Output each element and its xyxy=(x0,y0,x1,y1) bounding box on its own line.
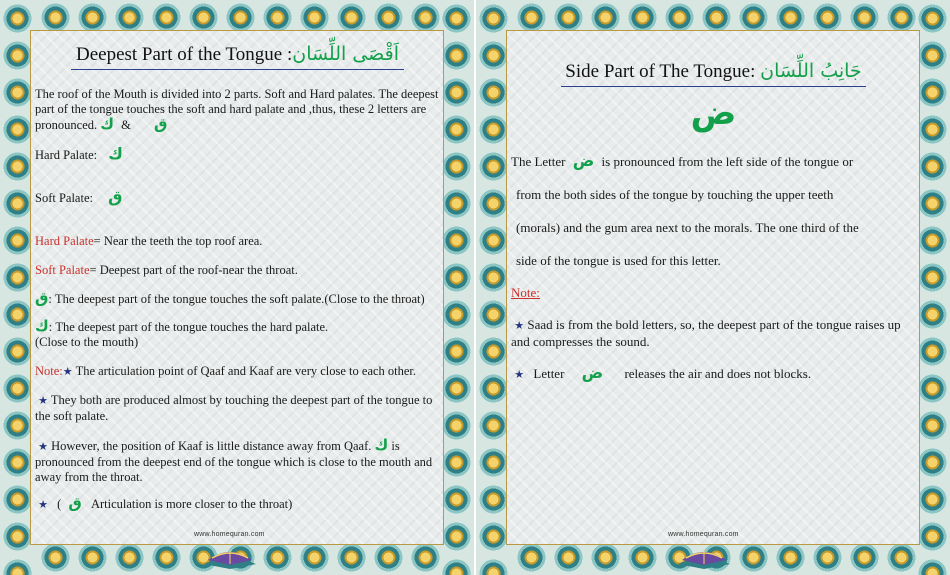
quran-book-icon xyxy=(200,540,260,570)
bullet-item-2 xyxy=(35,438,440,485)
note-text: The articulation point of Qaaf and Kaaf are very close to each other. xyxy=(75,364,417,378)
kaaf-description xyxy=(35,319,440,350)
bullet-3-open: ( xyxy=(57,497,62,511)
title-english: Deepest Part of the Tongue : xyxy=(75,44,293,65)
hard-palate-term: Hard Palate xyxy=(35,234,94,248)
title-arabic: جَانِبُ اللِّسَان xyxy=(760,60,862,82)
hard-palate-definition xyxy=(35,234,440,249)
star-icon: ★ xyxy=(514,320,525,332)
para-1-text-a: The Letter xyxy=(511,154,566,169)
hard-palate-row xyxy=(35,146,440,163)
bullet-1-text: Saad is from the bold letters, so, the deepest part of the tongue raises up and compresses the sound. xyxy=(511,317,901,349)
soft-palate-definition xyxy=(35,263,440,278)
paragraph-line-4: side of the tongue is used for this letter. xyxy=(516,253,721,268)
soft-palate-def-text: = Deepest part of the roof-near the throat. xyxy=(89,263,298,277)
right-page xyxy=(476,0,950,575)
soft-palate-row xyxy=(35,189,440,206)
star-icon: ★ xyxy=(38,395,48,407)
ornamental-border-left xyxy=(476,0,510,575)
star-icon: ★ xyxy=(514,369,525,381)
intro-letter-qaaf: ق xyxy=(154,115,168,133)
bullet-2-text-b: is pronounced from the deepest end of the tongue which is close to the mouth and away from the throat. xyxy=(35,439,433,484)
quran-book-icon xyxy=(674,540,734,570)
left-content xyxy=(35,37,440,535)
bullet-3-letter: ق xyxy=(68,494,82,512)
bullet-item-1 xyxy=(35,393,440,424)
kaaf-text-1: : The deepest part of the tongue touches the hard palate. xyxy=(48,320,329,334)
hard-palate-letter: ك xyxy=(108,144,123,163)
bullet-2-text-a: However, the position of Kaaf is little distance away from Qaaf. xyxy=(51,439,372,453)
qaaf-description xyxy=(35,291,440,307)
ornamental-border-top xyxy=(476,0,950,34)
star-icon: ★ xyxy=(38,441,48,453)
ornamental-border-right xyxy=(440,0,474,575)
hard-palate-label: Hard Palate: xyxy=(35,148,98,162)
page-title xyxy=(561,58,866,87)
intro-paragraph xyxy=(35,87,440,133)
note-row xyxy=(35,364,440,380)
big-letter-row xyxy=(511,93,916,134)
bullet-item-1 xyxy=(511,317,916,350)
ornamental-border-right xyxy=(916,0,950,575)
bullet-2-letter: ض xyxy=(581,363,604,382)
big-letter-dhaad: ض xyxy=(690,93,737,133)
website-url: www.homequran.com xyxy=(194,531,265,538)
note-label: Note: xyxy=(511,285,540,300)
para-1-letter: ض xyxy=(572,151,595,170)
title-english: Side Part of The Tongue: xyxy=(565,61,756,82)
ornamental-border-top xyxy=(0,0,474,34)
note-row xyxy=(511,285,916,301)
website-url: www.homequran.com xyxy=(668,531,739,538)
kaaf-text-2: (Close to the mouth) xyxy=(35,335,139,349)
intro-letter-kaaf: ك xyxy=(100,115,115,133)
intro-ampersand: & xyxy=(121,118,131,132)
bullet-2-text-a: Letter xyxy=(533,366,565,381)
note-label: Note: xyxy=(35,364,63,378)
bullet-2-text-b: releases the air and does not blocks. xyxy=(624,366,812,381)
intro-text: The roof of the Mouth is divided into 2 parts. Soft and Hard palates. The deepest part of the tongue touches the soft and hard palate and ,thus, these 2 letters are pronounced. xyxy=(35,87,439,132)
qaaf-letter: ق xyxy=(35,289,49,307)
paragraph-line-2: from the both sides of the tongue by touching the upper teeth xyxy=(516,187,834,202)
bullet-2-letter: ك xyxy=(374,436,389,454)
right-content xyxy=(511,37,916,535)
left-page xyxy=(0,0,474,575)
star-icon: ★ xyxy=(38,499,48,511)
soft-palate-label: Soft Palate: xyxy=(35,191,93,205)
title-arabic: اَقْصَى اللِّسَان xyxy=(292,43,399,65)
qaaf-text: : The deepest part of the tongue touches the soft palate.(Close to the throat) xyxy=(48,292,425,306)
bullet-item-2 xyxy=(511,365,916,383)
bullet-item-3 xyxy=(35,496,440,513)
paragraph-line-3: (morals) and the gum area next to the morals. The one third of the xyxy=(516,220,859,235)
soft-palate-letter: ق xyxy=(108,187,123,206)
bullet-1-text: They both are produced almost by touching the deepest part of the tongue to the soft palate. xyxy=(35,393,433,423)
star-icon: ★ xyxy=(62,366,73,378)
para-1-text-b: is pronounced from the left side of the tongue or xyxy=(601,154,854,169)
bullet-3-text: Articulation is more closer to the throat) xyxy=(90,497,293,511)
page-title xyxy=(71,41,404,70)
hard-palate-def-text: = Near the teeth the top roof area. xyxy=(93,234,263,248)
ornamental-border-left xyxy=(0,0,34,575)
paragraph-line-1 xyxy=(511,153,916,170)
soft-palate-term: Soft Palate xyxy=(35,263,90,277)
kaaf-letter: ك xyxy=(35,317,49,335)
